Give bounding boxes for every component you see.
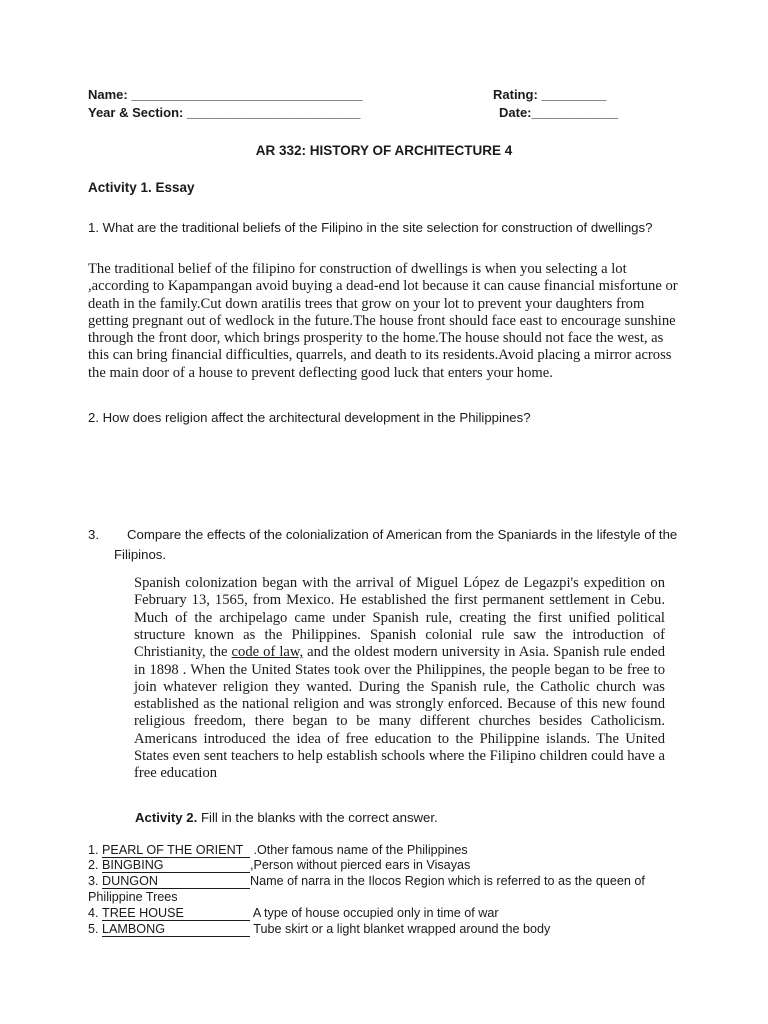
answer-3-text-start: Spanish colonization began with the arrival of Miguel López de Legazpi's expedition on February 13, 1565, from Mexico. He established the first permanent settlement in Cebu. Much of the archipelago came under Spanish rule, creating the first unified political structure known as the Philippines. Spanish colonial rule saw the introduction of Christianity, the: [134, 575, 665, 661]
underlined-phrase: code of law,: [231, 644, 304, 661]
question-1: 1. What are the traditional beliefs of the Filipino in the site selection for construction of dwellings?: [88, 220, 653, 235]
answer-3-text-end: and the oldest modern university in Asia. Spanish rule ended in 1898 . When the United States took over the Philippines, the people began to be free to join whatever religion they wanted. During the Spanish rule, the Catholic church was established as the national religion and was strongly enforced. Because of this new found religious freedom, there began to be many different churches besides Catholicism. Americans introduced the idea of free education to the Philippine islands. The United States even sent teachers to help establish schools where the Filipino children could have a free education: [134, 644, 665, 782]
item-answer: BINGBING: [102, 858, 164, 873]
activity2-heading: [135, 810, 680, 826]
item-description: ,Person without pierced ears in Visayas: [250, 858, 471, 873]
question-3-number: 3.: [88, 527, 99, 543]
fill-in-blanks-list: [88, 843, 680, 938]
item-answer-blank: [102, 844, 250, 858]
blank-item-4: [88, 906, 680, 922]
item-answer-blank: [102, 875, 250, 889]
name-label: Name:: [88, 87, 128, 102]
item-number: 3.: [88, 874, 99, 889]
item-answer-blank: [102, 859, 250, 873]
item-answer-blank: [102, 907, 250, 921]
blank-item-2: [88, 858, 680, 874]
page-title: AR 332: HISTORY OF ARCHITECTURE 4: [255, 143, 513, 158]
question-3: [88, 525, 680, 565]
blank-item-3: [88, 874, 680, 906]
name-field: [88, 86, 493, 104]
name-blank: ________________________________: [131, 87, 363, 102]
date-field: [493, 104, 618, 122]
activity2-heading-rest: Fill in the blanks with the correct answer.: [197, 809, 438, 825]
year-section-field: [88, 104, 493, 122]
item-answer-blank: [102, 923, 250, 937]
blank-item-5: [88, 922, 680, 938]
item-number: 2.: [88, 858, 99, 873]
item-number: 5.: [88, 921, 99, 936]
item-description: A type of house occupied only in time of war: [250, 905, 499, 920]
date-blank: ____________: [531, 105, 619, 120]
answer-3: [134, 575, 665, 783]
item-number: 4.: [88, 905, 99, 920]
item-description: Tube skirt or a light blanket wrapped around the body: [250, 921, 551, 936]
rating-field: [493, 86, 606, 104]
question-3-text: Compare the effects of the colonialization of American from the Spaniards in the lifestyle of the Filipinos.: [114, 527, 678, 563]
date-label: Date:: [499, 105, 532, 120]
activity1-heading: Activity 1. Essay: [88, 180, 195, 195]
item-answer: TREE HOUSE: [102, 905, 184, 920]
header-block: [88, 86, 680, 122]
header-row-2: [88, 104, 680, 122]
year-section-label: Year & Section:: [88, 105, 184, 120]
header-row-1: [88, 86, 680, 104]
answer-1: The traditional belief of the filipino for construction of dwellings is when you selecting a lot ,according to Kapampangan avoid buying a dead-end lot because it can cause financial misfortune or death in the family.Cut down aratilis trees that grow on your lot to prevent your daughters from getting pregnant out of wedlock in the future.The house front should face east to encourage sunshine through the front door, which brings prosperity to the home.The house should not face the west, as this can bring financial difficulties, quarrels, and death to its residents.Avoid placing a mirror across the main door of a house to prevent deflecting good luck that enters your home.: [88, 261, 678, 381]
item-answer: DUNGON: [102, 874, 158, 889]
question-2: 2. How does religion affect the architectural development in the Philippines?: [88, 410, 531, 426]
rating-blank: _________: [541, 87, 607, 102]
item-description: Name of narra in the Ilocos Region which is referred to as the queen of Philippine Trees: [88, 874, 645, 905]
item-answer: PEARL OF THE ORIENT: [102, 842, 244, 857]
item-description: .Other famous name of the Philippines: [250, 842, 468, 857]
year-section-blank: ________________________: [187, 105, 361, 120]
item-number: 1.: [88, 842, 99, 857]
rating-label: Rating:: [493, 87, 538, 102]
activity2-heading-bold: Activity 2.: [135, 809, 198, 825]
blank-item-1: [88, 843, 680, 859]
item-answer: LAMBONG: [102, 921, 165, 936]
